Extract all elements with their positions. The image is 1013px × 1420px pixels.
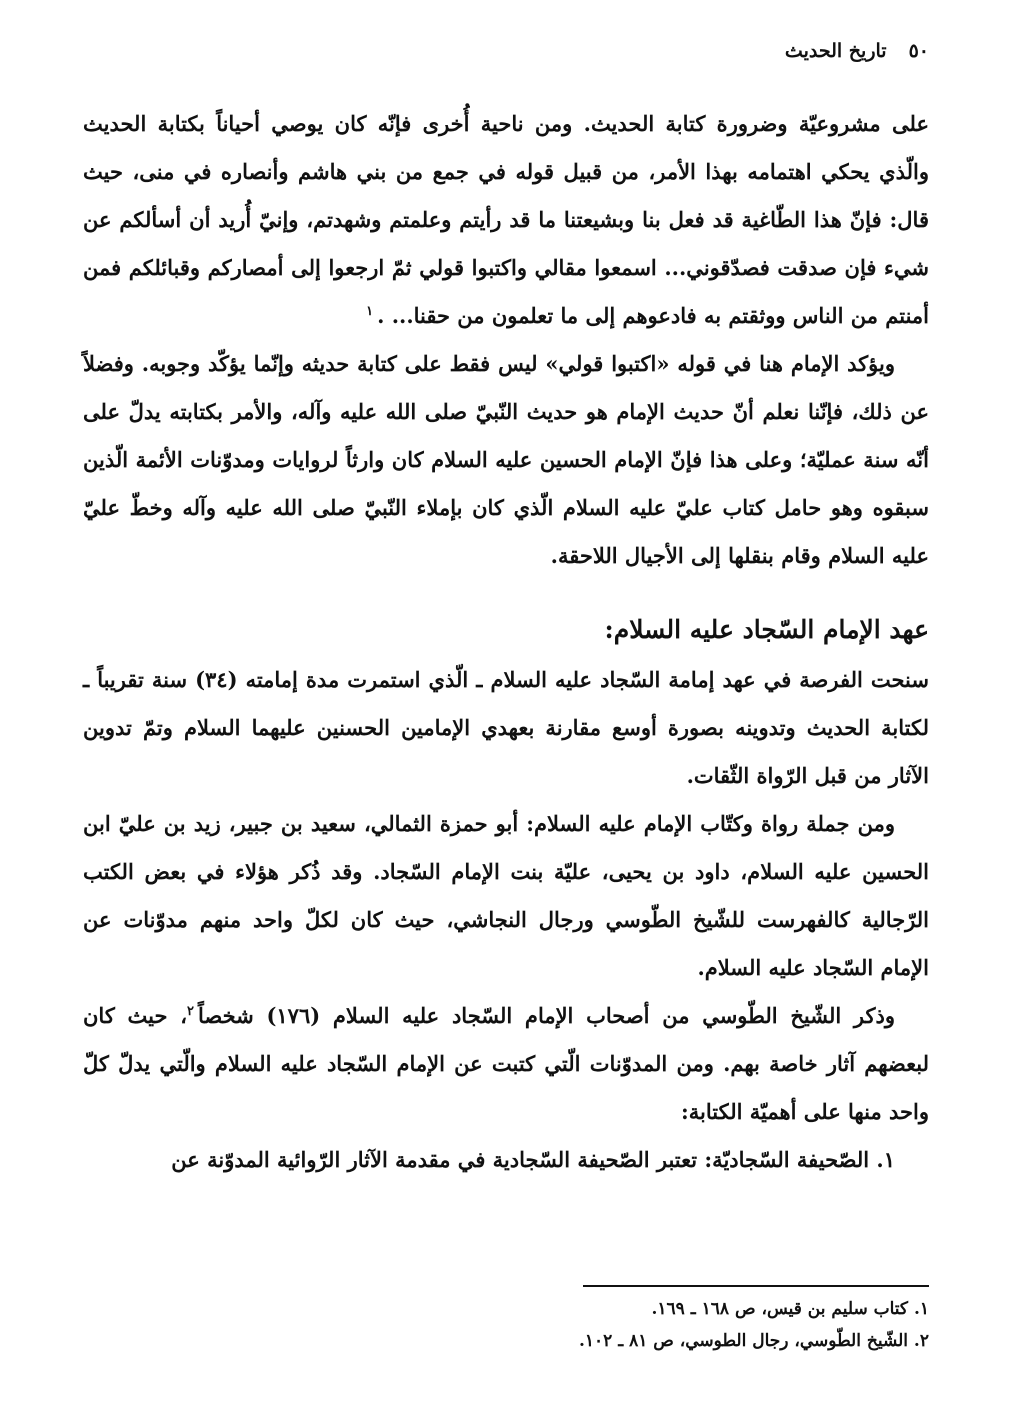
- paragraph: [83, 100, 929, 340]
- footnote-reference: ١: [366, 304, 374, 319]
- footnote-reference: ٢: [187, 1004, 194, 1019]
- footnote-divider: [583, 1285, 929, 1287]
- page-number: ٥٠: [908, 40, 929, 62]
- numbered-item: ١. الصّحيفة السّجاديّة: تعتبر الصّحيفة السّجادية في مقدمة الآثار الرّوائية المدوّنة عن: [171, 1147, 895, 1172]
- paragraph-text: ، حيث كان لبعضهم آثار خاصة بهم. ومن المدوّنات الّتي كتبت عن الإمام السّجاد عليه السلام والّتي يدلّ كلّ واحد منها على أهميّة الكتابة:: [83, 1003, 929, 1124]
- paragraph-text: على مشروعيّة وضرورة كتابة الحديث. ومن ناحية أُخرى فإنّه كان يوصي أحياناً بكتابة الحديث والّذي يحكي اهتمامه بهذا الأمر، من قبيل قوله في جمع من بني هاشم وأنصاره في منى، حيث قال: فإنّ هذا الطّاغية قد فعل بنا وبشيعتنا ما قد رأيتم وعلمتم وشهدتم، وإنيّ أُريد أن أسألكم عن شيء فإن صدقت فصدّقوني... اسمعوا مقالي واكتبوا قولي ثمّ ارجعوا إلى أمصاركم وقبائلكم فمن أمنتم من الناس ووثقتم به فادعوهم إلى ما تعلمون من حقنا... .: [83, 111, 929, 328]
- footnote: ٢. الشّيخ الطّوسي، رجال الطوسي، ص ٨١ ـ ١٠٢.: [578, 1331, 929, 1351]
- running-title: تاريخ الحديث: [784, 40, 887, 62]
- footnotes: [83, 1293, 929, 1357]
- paragraph-text: وذكر الشّيخ الطّوسي من أصحاب الإمام السّجاد عليه السلام (١٧٦) شخصاً: [197, 1003, 895, 1028]
- paragraph: [83, 992, 929, 1136]
- section-heading: عهد الإمام السّجاد عليه السلام:: [604, 615, 929, 644]
- paragraph: سنحت الفرصة في عهد إمامة السّجاد عليه السلام ـ الّذي استمرت مدة إمامته (٣٤) سنة تقريباً ـ لكتابة الحديث وتدوينه بصورة أوسع مقارنة بعهدي الإمامين الحسنين عليهما السلام وتمّ تدوين الآثار من قبل الرّواة الثّقات.: [83, 667, 929, 788]
- main-text: [83, 100, 929, 1184]
- paragraph: ويؤكد الإمام هنا في قوله «اكتبوا قولي» ليس فقط على كتابة حديثه وإنّما يؤكّد وجوبه. وفضلاً عن ذلك، فإنّنا نعلم أنّ حديث الإمام هو حديث النّبيّ صلى الله عليه وآله، والأمر بكتابته يدلّ على أنّه سنة عمليّة؛ وعلى هذا فإنّ الإمام الحسين عليه السلام كان وارثاً لروايات ومدوّنات الأئمة الّذين سبقوه وهو حامل كتاب عليّ عليه السلام الّذي كان بإملاء النّبيّ صلى الله عليه وآله وخطّ عليّ عليه السلام وقام بنقلها إلى الأجيال اللاحقة.: [83, 351, 929, 568]
- footnote: ١. كتاب سليم بن قيس، ص ١٦٨ ـ ١٦٩.: [651, 1299, 929, 1319]
- paragraph: ومن جملة رواة وكتّاب الإمام عليه السلام: أبو حمزة الثمالي، سعيد بن جبير، زيد بن عليّ ابن الحسين عليه السلام، داود بن يحيى، عليّة بنت الإمام السّجاد. وقد ذُكر هؤلاء في بعض الكتب الرّجالية كالفهرست للشّيخ الطّوسي ورجال النجاشي، حيث كان لكلّ واحد منهم مدوّنات عن الإمام السّجاد عليه السلام.: [83, 811, 929, 980]
- running-header: [785, 40, 929, 62]
